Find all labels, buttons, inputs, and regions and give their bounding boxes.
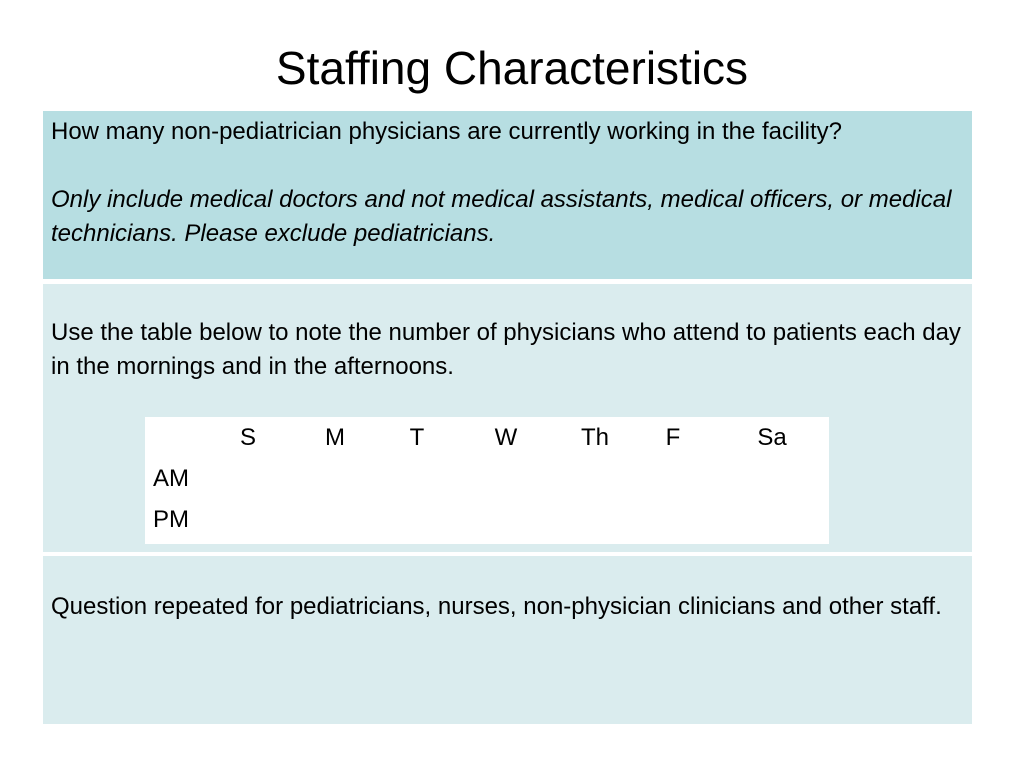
table-corner-header [145,417,207,458]
table-cell [559,458,631,499]
table-header-row [145,417,829,458]
table-cell [381,499,453,540]
spacer [51,149,964,183]
footer-note-panel [43,556,972,724]
table-cell [207,499,289,540]
table-cell [715,499,829,540]
table-header-cell: F [665,423,681,451]
table-cell [289,458,381,499]
slide-title: Staffing Characteristics [275,42,749,94]
table-cell [381,458,453,499]
table-cell [453,458,559,499]
physician-schedule-table [145,417,829,544]
table-header-cell: T [409,423,425,451]
table-header-cell: S [239,423,256,451]
table-cell [207,458,289,499]
table-cell [289,499,381,540]
table-row [145,499,829,540]
table-header-cell: Sa [757,423,787,451]
table-cell [631,458,715,499]
question-note: Only include medical doctors and not medical assistants, medical officers, or medical technicians. Please exclude pediatricians. [51,186,952,247]
table-row [145,458,829,499]
table-header-cell: M [325,423,345,451]
row-label-pm: PM [153,505,189,533]
table-header-cell: W [494,423,518,451]
table-cell [715,458,829,499]
instructions-text: Use the table below to note the number of physicians who attend to patients each day in the mornings and in the afternoons. [51,319,961,380]
row-label-am: AM [153,464,189,492]
table-cell [453,499,559,540]
footer-note-text: Question repeated for pediatricians, nurses, non-physician clinicians and other staff. [51,593,942,620]
question-panel [43,111,972,279]
table-cell [631,499,715,540]
table-header-cell: Th [580,423,609,451]
table-cell [559,499,631,540]
question-text: How many non-pediatrician physicians are currently working in the facility? [51,118,843,145]
